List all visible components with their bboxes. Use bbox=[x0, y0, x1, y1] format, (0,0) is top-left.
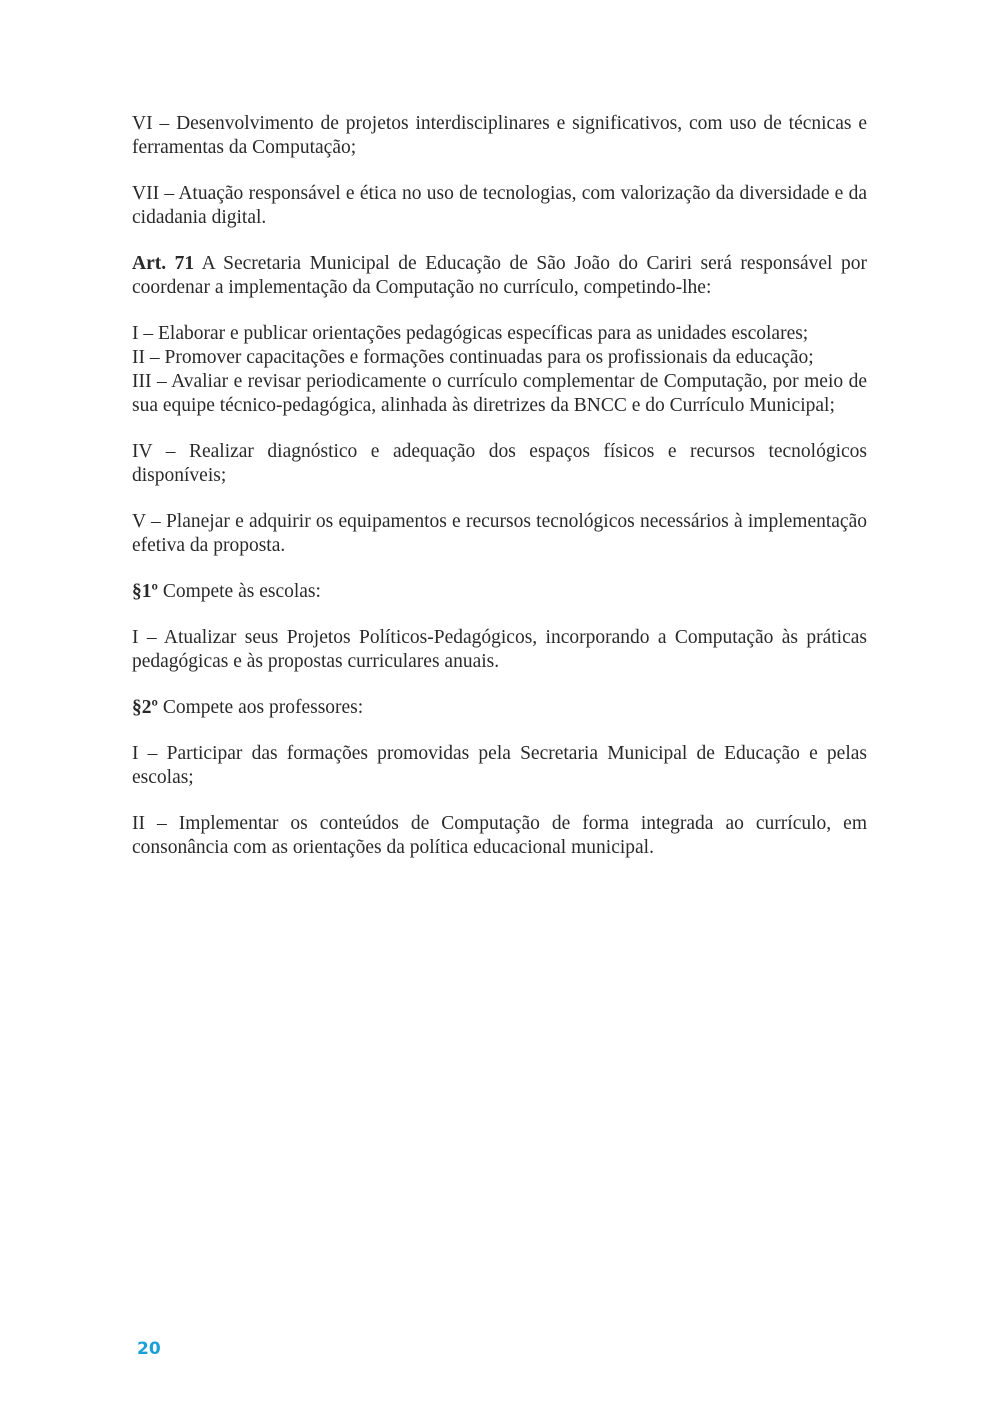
paragraph-2-item-ii: II – Implementar os conteúdos de Computação de forma integrada ao currículo, em consonância com as orientações da política educacional municipal. bbox=[132, 813, 867, 858]
item-v: V – Planejar e adquirir os equipamentos e recursos tecnológicos necessários à implementação efetiva da proposta. bbox=[132, 511, 867, 556]
paragraph-2-label: §2º bbox=[132, 697, 158, 718]
paragraph-2-heading bbox=[132, 696, 867, 720]
item-iii: III – Avaliar e revisar periodicamente o currículo complementar de Computação, por meio de sua equipe técnico-pedagógica, alinhada às diretrizes da BNCC e do Currículo Municipal; bbox=[132, 371, 867, 416]
item-vii: VII – Atuação responsável e ética no uso de tecnologias, com valorização da diversidade e da cidadania digital. bbox=[132, 183, 867, 228]
paragraph-2-item-i: I – Participar das formações promovidas pela Secretaria Municipal de Educação e pelas escolas; bbox=[132, 743, 867, 788]
paragraph-1-item-i: I – Atualizar seus Projetos Políticos-Pedagógicos, incorporando a Computação às práticas pedagógicas e às propostas curriculares anuais. bbox=[132, 627, 867, 672]
article-71 bbox=[132, 252, 867, 300]
item-i: I – Elaborar e publicar orientações pedagógicas específicas para as unidades escolares; bbox=[132, 323, 809, 344]
item-iv: IV – Realizar diagnóstico e adequação dos espaços físicos e recursos tecnológicos disponíveis; bbox=[132, 441, 867, 486]
document-body bbox=[132, 112, 867, 860]
paragraph-1-label: §1º bbox=[132, 581, 158, 602]
item-ii: II – Promover capacitações e formações continuadas para os profissionais da educação; bbox=[132, 347, 814, 368]
page-number: 20 bbox=[137, 1339, 161, 1359]
paragraph-1-text: Compete às escolas: bbox=[157, 581, 321, 602]
item-vi: VI – Desenvolvimento de projetos interdisciplinares e significativos, com uso de técnicas e ferramentas da Computação; bbox=[132, 113, 867, 158]
article-71-text: A Secretaria Municipal de Educação de São João do Cariri será responsável por coordenar a implementação da Computação no currículo, competindo-lhe: bbox=[132, 253, 867, 298]
article-71-label: Art. 71 bbox=[132, 253, 195, 274]
paragraph-1-heading bbox=[132, 580, 867, 604]
paragraph-2-text: Compete aos professores: bbox=[157, 697, 364, 718]
